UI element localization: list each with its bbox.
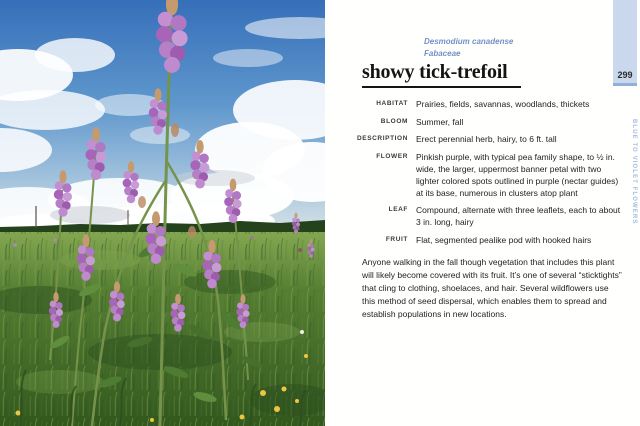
page-number: 299	[617, 70, 633, 80]
attribute-row-description	[330, 133, 624, 145]
attribute-row-habitat	[330, 98, 624, 110]
page-number-tab	[613, 0, 637, 86]
attribute-row-fruit	[330, 234, 624, 246]
attribute-row-leaf	[330, 204, 624, 228]
attribute-row-bloom	[330, 116, 624, 128]
body-paragraph: Anyone walking in the fall though vegetation that includes this plant will likely become covered with its fruit. It’s one of several “sticktights” that cling to clothing, shoelaces, and hair. Several wildflowers use this method of seed dispersal, which enables them to spread and establish populations in new locations.	[362, 257, 622, 319]
attribute-label: LEAF	[388, 206, 408, 213]
category-tab-label: BLUE TO VIOLET FLOWERS	[631, 119, 637, 225]
attribute-label: FRUIT	[385, 235, 408, 243]
attribute-value: Prairies, fields, savannas, woodlands, thickets	[416, 99, 590, 109]
attribute-value: Summer, fall	[416, 116, 464, 127]
attribute-label: HABITAT	[376, 100, 408, 107]
family-name: Fabaceae	[424, 48, 461, 58]
attribute-value: Erect perennial herb, hairy, to 6 ft. tall	[416, 134, 557, 144]
attribute-value: Compound, alternate with three leaflets, each to about 3 in. long, hairy	[416, 205, 621, 227]
attribute-list	[330, 98, 624, 251]
attribute-value: Pinkish purple, with typical pea family shape, to ½ in. wide, the larger, uppermost banner petal with two lighter colored spots outlined in purple (nectar guides) at its base, numerous in clusters atop plant	[416, 151, 619, 198]
attribute-value: Flat, segmented pealike pod with hooked hairs	[416, 234, 592, 245]
taxonomy-block	[424, 36, 513, 59]
attribute-label: BLOOM	[380, 117, 408, 125]
page-title: showy tick-trefoil	[362, 61, 521, 88]
attribute-row-flower	[330, 151, 624, 199]
scientific-name: Desmodium canadense	[424, 37, 514, 46]
attribute-label: FLOWER	[376, 152, 408, 160]
attribute-label: DESCRIPTION	[356, 135, 408, 142]
